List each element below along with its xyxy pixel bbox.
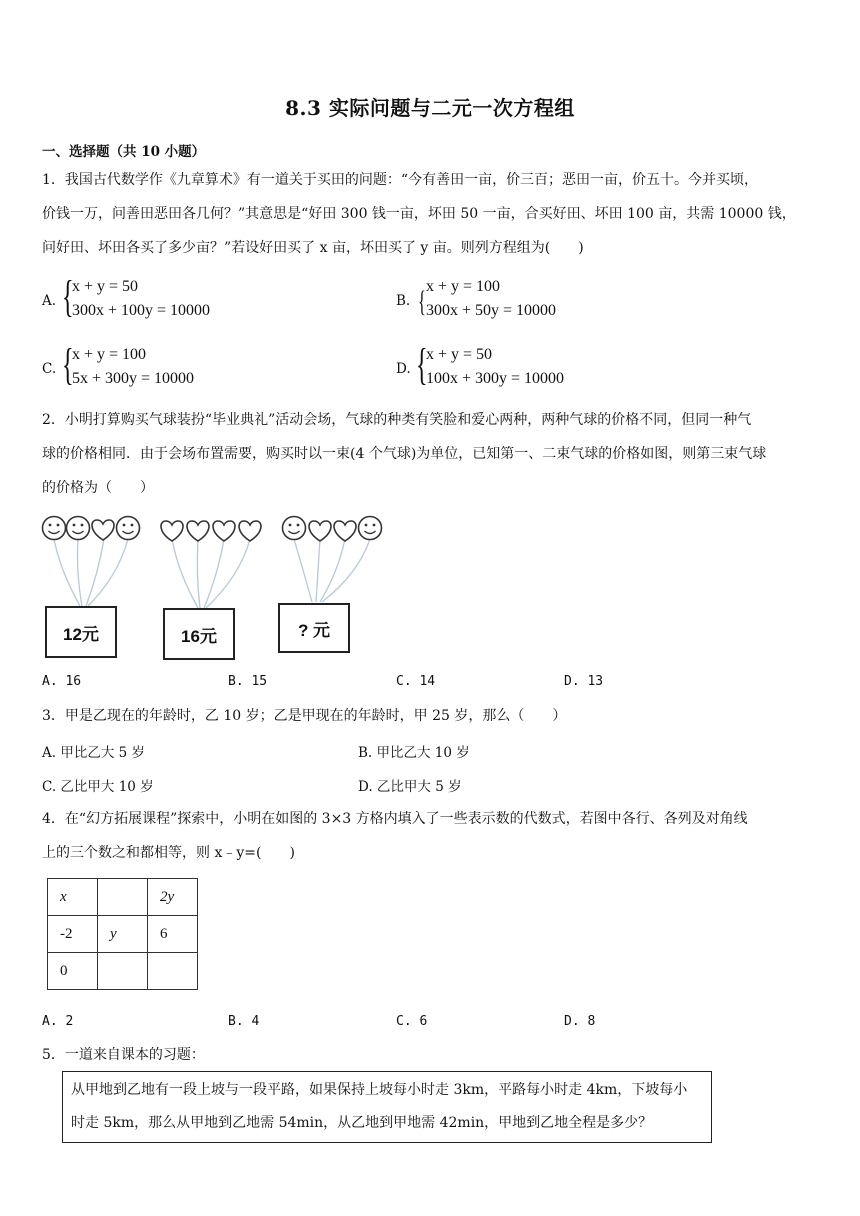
q4-option-c[interactable]: C. 6 <box>396 1014 428 1029</box>
exercise-text <box>71 1074 707 1140</box>
option-label: B. <box>396 293 411 309</box>
q1-line-3: 问好田、坏田各买了多少亩？”若设好田买了 x 亩，坏田买了 y 亩。则列方程组为( ) <box>42 240 584 256</box>
price-box-3: ? 元 <box>278 603 350 653</box>
grid-cell: x <box>48 879 98 916</box>
page-title: 8.3 实际问题与二元一次方程组 <box>285 96 575 120</box>
grid-cell: 0 <box>48 953 98 990</box>
q2-option-b[interactable]: B. 15 <box>228 674 268 689</box>
question-1-text <box>42 163 822 265</box>
grid-cell <box>148 953 198 990</box>
grid-row <box>48 879 198 916</box>
equation-1: x + y = 50 <box>72 278 139 295</box>
q3-option-c[interactable]: C. 乙比甲大 10 岁 <box>42 779 154 795</box>
q2-line-1: 2．小明打算购买气球装扮“毕业典礼”活动会场，气球的种类有笑脸和爱心两种，两种气球的价格不同，但同一种气 <box>42 412 752 428</box>
q3-option-b[interactable]: B. 甲比乙大 10 岁 <box>358 745 470 761</box>
equation-2: 300x + 100y = 10000 <box>72 302 211 319</box>
q3-option-d[interactable]: D. 乙比甲大 5 岁 <box>358 779 462 795</box>
brace-symbol: { <box>418 285 426 318</box>
q4-option-d[interactable]: D. 8 <box>564 1014 596 1029</box>
grid-row <box>48 916 198 953</box>
price-box-1: 12元 <box>45 606 117 658</box>
exercise-line-1: 从甲地到乙地有一段上坡与一段平路，如果保持上坡每小时走 3km，平路每小时走 4km，下坡每小 <box>71 1082 688 1098</box>
equation-1: x + y = 100 <box>426 278 501 295</box>
option-label: C. <box>42 361 57 377</box>
grid-cell: -2 <box>48 916 98 953</box>
q4-option-b[interactable]: B. 4 <box>228 1014 260 1029</box>
grid-cell <box>98 879 148 916</box>
option-label: A. <box>42 293 57 309</box>
question-3-text: 3．甲是乙现在的年龄时，乙 10 岁；乙是甲现在的年龄时，甲 25 岁，那么（ ） <box>42 708 567 724</box>
equation-1: x + y = 50 <box>426 346 493 363</box>
grid-cell: 6 <box>148 916 198 953</box>
q2-option-d[interactable]: D. 13 <box>564 674 604 689</box>
q4-option-a[interactable]: A. 2 <box>42 1014 74 1029</box>
grid-cell <box>98 953 148 990</box>
q1-line-1: 1．我国古代数学作《九章算术》有一道关于买田的问题：“今有善田一亩，价三百；恶田一亩，价五十。今并买顷， <box>42 172 759 188</box>
question-4-text <box>42 802 822 870</box>
equation-1: x + y = 100 <box>72 346 147 363</box>
q4-line-2: 上的三个数之和都相等，则 x﹣y=( ) <box>42 845 295 861</box>
grid-cell: 2y <box>148 879 198 916</box>
grid-cell: y <box>98 916 148 953</box>
price-box-2: 16元 <box>163 608 235 660</box>
q3-option-a[interactable]: A. 甲比乙大 5 岁 <box>42 745 146 761</box>
q2-line-2: 球的价格相同．由于会场布置需要，购买时以一束(4 个气球)为单位，已知第一、二束气球的价格如图，则第三束气球 <box>42 446 767 462</box>
equation-2: 300x + 50y = 10000 <box>426 302 557 319</box>
brace-symbol: { <box>62 340 74 389</box>
question-2-text <box>42 403 822 505</box>
q4-line-1: 4．在“幻方拓展课程”探索中，小明在如图的 3×3 方格内填入了一些表示数的代数式，若图中各行、各列及对角线 <box>42 811 748 827</box>
q2-line-3: 的价格为（ ） <box>42 480 154 496</box>
grid-row <box>48 953 198 990</box>
q2-option-c[interactable]: C. 14 <box>396 674 436 689</box>
q1-line-2: 价钱一万，问善田恶田各几何？”其意思是“好田 300 钱一亩，坏田 50 一亩，合买好田、坏田 100 亩，共需 10000 钱， <box>42 206 796 222</box>
equation-2: 5x + 300y = 10000 <box>72 370 195 387</box>
exercise-line-2: 时走 5km，那么从甲地到乙地需 54min，从乙地到甲地需 42min，甲地到乙地全程是多少？ <box>71 1115 653 1131</box>
magic-square-grid <box>47 878 198 990</box>
equation-2: 100x + 300y = 10000 <box>426 370 565 387</box>
question-5-text: 5．一道来自课本的习题： <box>42 1047 205 1063</box>
q2-option-a[interactable]: A. 16 <box>42 674 82 689</box>
brace-symbol: { <box>62 272 74 321</box>
option-label: D. <box>396 361 411 377</box>
textbook-exercise-box <box>62 1071 712 1143</box>
brace-symbol: { <box>416 340 428 389</box>
section-heading: 一、选择题（共 10 小题） <box>42 144 206 160</box>
